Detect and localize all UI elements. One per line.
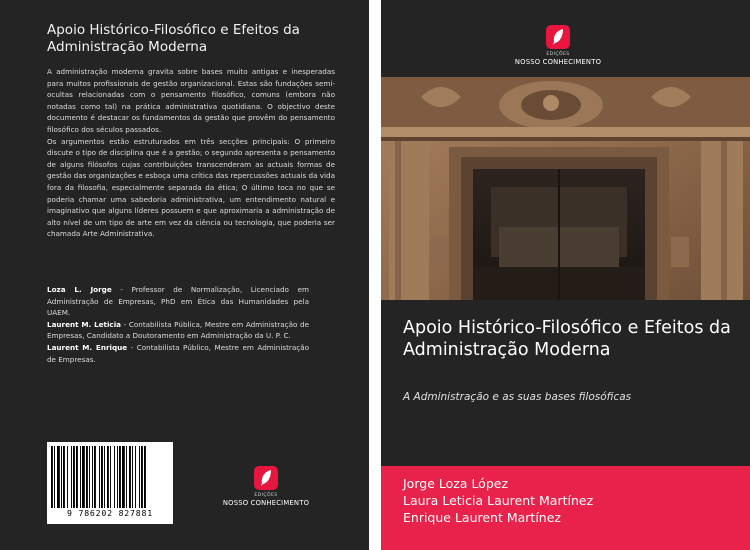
author-bios [47,284,309,365]
bio-1 [47,284,309,319]
author-name-3: Enrique Laurent Martínez [403,510,561,525]
publisher-name: NOSSO CONHECIMENTO [222,499,310,507]
bio-text: - Contabilista Público, Mestre em Administração de Empresas. [47,342,309,364]
bio-name: Laurent M. Leticia [47,319,122,329]
publisher-label: EDIÇÕES [254,493,278,498]
author-name-2: Laura Leticia Laurent Martínez [403,493,594,508]
front-title: Apoio Histórico-Filosófico e Efeitos da Administração Moderna [403,318,731,360]
back-cover [0,0,369,550]
quill-icon [254,466,278,490]
barcode [47,442,173,524]
author-name-1: Jorge Loza López [403,476,509,491]
bio-name: Laurent M. Enrique [47,342,128,352]
front-subtitle: A Administração e as suas bases filosóficas [403,391,632,403]
barcode-bars [51,446,169,508]
spine [369,0,381,550]
publisher-logo-back [216,466,316,507]
publisher-logo-front [508,25,608,66]
bio-text: - Contabilista Pública, Mestre em Administração de Empresas, Candidato a Doutoramento em Administração da U. P. C. [47,319,310,341]
back-title: Apoio Histórico-Filosófico e Efeitos da Administração Moderna [47,22,300,55]
abstract-paragraph-1: A administração moderna gravita sobre bases muito antigas e inesperadas para muitos profissionais de gestão organizacional. Estas são fundações semi-ocultas relacionadas com o pensamento filosófico, comuns (embora não notadas como tal) na prática administrativa quotidiana. O objectivo deste documento é destacar os fundamentos da gestão que provêm do pensamento filosófico dos séculos passados. [47,67,335,134]
publisher-label: EDIÇÕES [546,52,570,57]
abstract [47,66,335,240]
barcode-number: 9 786202 827881 [67,508,153,518]
publisher-name: NOSSO CONHECIMENTO [514,58,602,66]
cover-photo-building-facade [381,77,750,300]
author-band [381,466,750,550]
abstract-paragraph-2: Os argumentos estão estruturados em três secções principais: O primeiro discute o tipo de disciplina que é a gestão; o segundo apresenta o pensamento de alguns filósofos cujas contribuições transcenderam as actuais formas de gestão das organizações e esboça uma crítica das repercussões actuais da vida fora da filosofia, especialmente separada da ética; O último toca no que se poderia chamar uma sabedoria administrativa, um entendimento natural e imaginativo que alguns líderes possuem e que aproximaria a administração de alto nível de um tipo de arte em vez da ciência ou tecnologia, que poderia ser chamada Arte Administrativa. [47,136,335,239]
bio-2 [47,319,309,342]
bio-name: Loza L. Jorge [47,285,112,294]
quill-icon [546,25,570,49]
bio-text: - Professor de Normalização, Licenciado em Administração de Empresas, PhD em Ética das Humanidades pela UAEM. [47,285,309,318]
bio-3 [47,342,309,365]
